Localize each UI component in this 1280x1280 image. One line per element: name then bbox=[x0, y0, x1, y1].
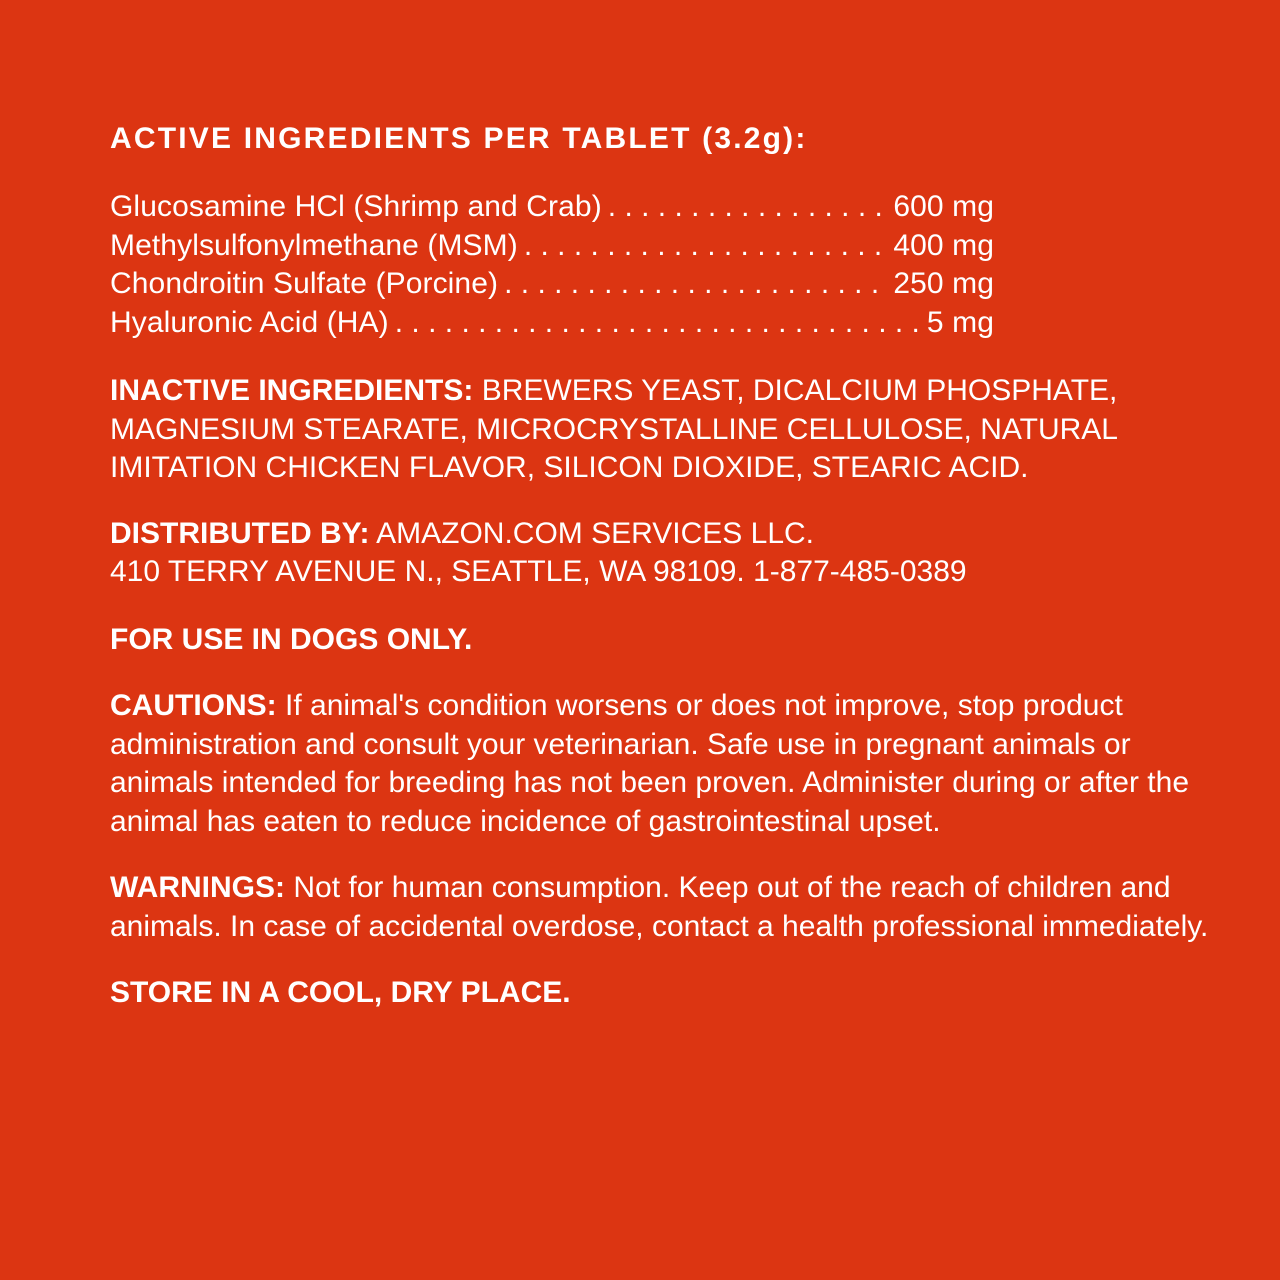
active-ingredients-heading: ACTIVE INGREDIENTS PER TABLET (3.2g): bbox=[110, 122, 808, 155]
ingredient-name: Methylsulfonylmethane (MSM) bbox=[110, 228, 518, 262]
ingredient-name: Chondroitin Sulfate (Porcine) bbox=[110, 267, 499, 300]
inactive-ingredients-label: INACTIVE INGREDIENTS: bbox=[110, 374, 474, 407]
ingredient-amount: 250 mg bbox=[893, 267, 994, 300]
product-label bbox=[110, 118, 1240, 1013]
ingredient-row bbox=[110, 304, 994, 343]
ingredient-name: Glucosamine HCl (Shrimp and Crab) bbox=[110, 190, 602, 223]
ingredient-amount: 5 mg bbox=[926, 305, 994, 339]
cautions bbox=[110, 687, 1240, 841]
ingredient-row bbox=[110, 188, 994, 227]
storage-instructions: STORE IN A COOL, DRY PLACE. bbox=[110, 976, 571, 1009]
ingredient-row bbox=[110, 265, 994, 304]
dot-leader bbox=[504, 265, 885, 304]
dot-leader bbox=[608, 188, 886, 227]
warnings-label: WARNINGS: bbox=[110, 871, 285, 904]
distributor-company: AMAZON.COM SERVICES LLC. bbox=[376, 516, 815, 550]
ingredient-row bbox=[110, 227, 994, 266]
ingredient-amount: 400 mg bbox=[893, 228, 994, 262]
cautions-label: CAUTIONS: bbox=[110, 689, 277, 722]
cautions-text: If animal's condition worsens or does not improve, stop product administration and consult your veterinarian. Safe use in pregnant animals or animals intended for breeding has not been proven. Administer during or after the animal has eaten to reduce incidence of gastrointestinal upset. bbox=[110, 689, 1190, 838]
dot-leader bbox=[395, 304, 919, 343]
warnings bbox=[110, 869, 1240, 946]
active-ingredients-list bbox=[110, 188, 994, 342]
dot-leader bbox=[524, 227, 885, 266]
inactive-ingredients bbox=[110, 372, 1240, 488]
dogs-only-notice: FOR USE IN DOGS ONLY. bbox=[110, 622, 473, 656]
distributed-by bbox=[110, 515, 1240, 592]
distributed-by-label: DISTRIBUTED BY: bbox=[110, 516, 370, 550]
warnings-text: Not for human consumption. Keep out of the reach of children and animals. In case of accidental overdose, contact a health professional immediately. bbox=[110, 871, 1209, 943]
ingredient-amount: 600 mg bbox=[893, 190, 994, 223]
inactive-ingredients-text: BREWERS YEAST, DICALCIUM PHOSPHATE, MAGNESIUM STEARATE, MICROCRYSTALLINE CELLULOSE, NATURAL IMITATION CHICKEN FLAVOR, SILICON DIOXIDE, STEARIC ACID. bbox=[110, 374, 1118, 484]
ingredient-name: Hyaluronic Acid (HA) bbox=[110, 305, 389, 339]
distributor-address: 410 TERRY AVENUE N., SEATTLE, WA 98109. 1-877-485-0389 bbox=[110, 555, 967, 588]
